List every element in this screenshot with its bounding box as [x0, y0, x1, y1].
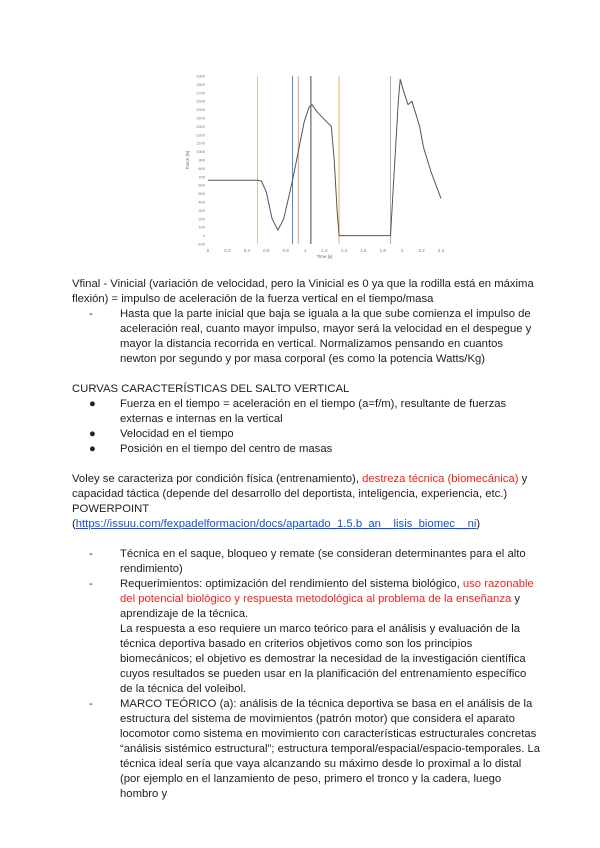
y-tick-label: 200	[198, 216, 205, 222]
x-tick-label: 0.2	[224, 248, 231, 253]
y-tick-label: 100	[198, 224, 205, 230]
bullet-text: Velocidad en el tiempo	[120, 428, 234, 440]
y-tick-label: 600	[198, 182, 205, 188]
y-tick-label: 1100	[196, 140, 205, 146]
force-time-chart	[181, 72, 447, 260]
y-tick-label: 700	[198, 174, 205, 180]
chart-background	[181, 72, 447, 260]
powerpoint-label: POWERPOINT	[72, 503, 150, 515]
x-tick-label: 2	[400, 248, 404, 253]
y-tick-label: 300	[198, 207, 205, 213]
y-tick-label: 1500	[196, 107, 205, 113]
y-tick-label: -100	[196, 241, 205, 247]
y-tick-label: 1400	[196, 115, 205, 121]
x-tick-label: 1.4	[340, 248, 348, 253]
y-tick-label: 1800	[196, 81, 205, 87]
section-heading: CURVAS CARACTERÍSTICAS DEL SALTO VERTICAL	[72, 383, 350, 395]
x-tick-label: 2.4	[437, 248, 445, 253]
bullet-text: Posición en el tiempo del centro de masas	[120, 443, 333, 455]
list-item: - Hasta que la parte inicial que baja se iguala a la que sube comienza el impulso de aceleración real, cuanto mayor impulso, mayor será la velocidad en el despegue y mayor la distancia recorrida en vertical. Normalizamos pensando en cuantos newton por segundo y por masa corporal (es como la potencia Watts/Kg)	[89, 308, 532, 365]
x-tick-label: 0.6	[263, 248, 270, 253]
y-tick-label: 1900	[196, 73, 205, 79]
x-tick-label: 1.2	[321, 248, 328, 253]
x-tick-label: 0	[206, 248, 210, 253]
y-tick-label: 800	[198, 165, 205, 171]
y-tick-label: 900	[198, 157, 205, 163]
list-item: - MARCO TEÓRICO (a): análisis de la técnica deportiva se basa en el análisis de la estructura del sistema de movimientos (patrón motor) que considera el aparato locomotor como sistema en movimiento con características estructurales concretas “análisis sistémico estructural”; estructura temporal/espacial/espacio-temporales. La técnica ideal sería que vaya alcanzando su máximo desde lo proximal a lo distal (por ejemplo en el lanzamiento de peso, primero el tronco y la cadera, luego hombro y	[89, 698, 541, 800]
y-tick-label: 1300	[196, 123, 205, 129]
paragraph-impulse: Vfinal - Vinicial (variación de velocidad, pero la Vinicial es 0 ya que la rodilla está en máxima flexión) = impulso de aceleración de la fuerza vertical en el tiempo/masa	[72, 278, 534, 305]
bullet-item: ● Velocidad en el tiempo	[89, 428, 234, 440]
x-tick-label: 0.4	[243, 248, 250, 253]
paragraph-voley	[72, 472, 542, 502]
x-tick-label: 1.8	[379, 248, 386, 253]
text: Voley se caracteriza por condición física (entrenamiento),	[72, 473, 363, 485]
text: y capacidad táctica (depende del desarrollo del deportista, inteligencia, experiencia, etc.)	[72, 473, 528, 500]
y-axis-label: Force [N]	[185, 150, 190, 170]
y-tick-label: 0	[202, 233, 205, 239]
x-tick-label: 1.6	[360, 248, 367, 253]
x-tick-label: 1	[303, 248, 307, 253]
highlight-text: uso razonable del potencial biológico y respuesta metodológica al problema de la enseñanza	[120, 578, 534, 605]
issuu-link[interactable]: https://issuu.com/fexpadelformacion/docs/apartado_1.5.b_an__lisis_biomec__ni	[75, 518, 477, 530]
text: La respuesta a eso requiere un marco teórico para el análisis y evaluación de la técnica deportiva basado en criterios objetivos como son los principios biomecánicos; el objetivo es demostrar la necesidad de la investigación científica cuyos resultados se pueden usar en la planificación del entrenamiento específico de la técnica del voleibol.	[120, 623, 527, 695]
y-tick-label: 1200	[196, 132, 205, 138]
x-axis-label: Time [s]	[316, 254, 333, 259]
text-body	[72, 277, 542, 802]
list-item-text: Técnica en el saque, bloqueo y remate (se consideran determinantes para el alto rendimiento)	[120, 548, 526, 575]
list-item: - Requerimientos: optimización del rendimiento del sistema biológico, uso razonable del potencial biológico y respuesta metodológica al problema de la enseñanza y aprendizaje de la técnica. La respuesta a eso requiere un marco teórico para el análisis y evaluación de la técnica deportiva basado en criterios objetivos como son los principios biomecánicos; el objetivo es demostrar la necesidad de la investigación científica cuyos resultados se pueden usar en la planificación del entrenamiento específico de la técnica del voleibol.	[89, 578, 534, 695]
bullet-item: ● Posición en el tiempo del centro de masas	[89, 443, 333, 455]
bullet-text: Fuerza en el tiempo = aceleración en el tiempo (a=f/m), resultante de fuerzas externas e internas en la vertical	[120, 398, 507, 425]
x-tick-label: 2.2	[418, 248, 425, 253]
y-tick-label: 1000	[196, 149, 205, 155]
highlight-text: destreza técnica (biomecánica)	[362, 473, 519, 485]
link-line: (https://issuu.com/fexpadelformacion/docs/apartado_1.5.b_an__lisis_biomec__ni)	[72, 518, 481, 530]
text: y aprendizaje de la técnica.	[120, 593, 521, 620]
y-tick-label: 500	[198, 191, 205, 197]
text: Requerimientos: optimización del rendimiento del sistema biológico,	[120, 578, 463, 590]
bullet-item: ● Fuerza en el tiempo = aceleración en el tiempo (a=f/m), resultante de fuerzas externas e internas en la vertical	[89, 398, 507, 425]
list-item: - Técnica en el saque, bloqueo y remate (se consideran determinantes para el alto rendimiento)	[89, 548, 526, 575]
list-item-text: Hasta que la parte inicial que baja se iguala a la que sube comienza el impulso de aceleración real, cuanto mayor impulso, mayor será la velocidad en el despegue y mayor la distancia recorrida en vertical. Normalizamos pensando en cuantos newton por segundo y por masa corporal (es como la potencia Watts/Kg)	[120, 308, 532, 365]
y-tick-label: 1700	[196, 90, 205, 96]
y-tick-label: 400	[198, 199, 205, 205]
x-tick-label: 0.8	[282, 248, 289, 253]
list-item-text: MARCO TEÓRICO (a): análisis de la técnica deportiva se basa en el análisis de la estructura del sistema de movimientos (patrón motor) que considera el aparato locomotor como sistema en movimiento con características estructurales concretas “análisis sistémico estructural”; estructura temporal/espacial/espacio-temporales. La técnica ideal sería que vaya alcanzando su máximo desde lo proximal a lo distal (por ejemplo en el lanzamiento de peso, primero el tronco y la cadera, luego hombro y	[120, 698, 541, 800]
y-tick-label: 1600	[196, 98, 205, 104]
